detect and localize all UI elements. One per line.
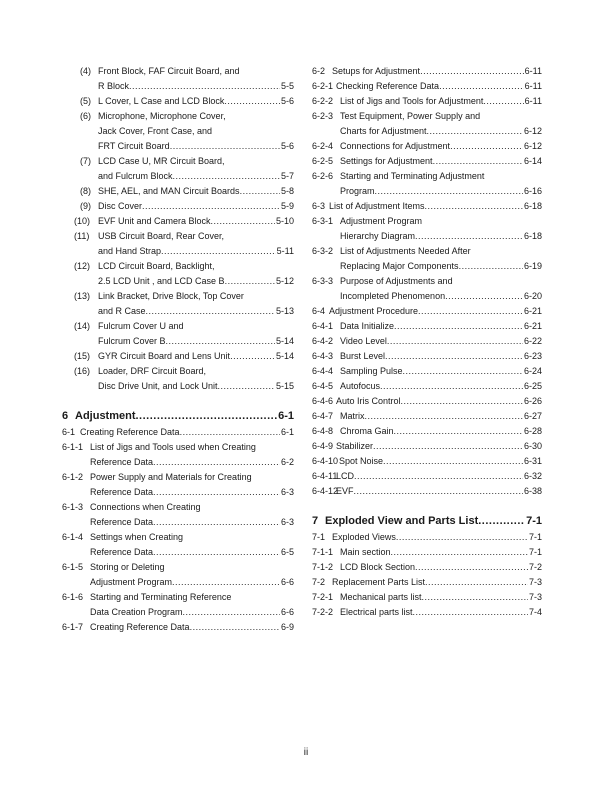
toc-page-number: 5-13 — [275, 306, 294, 316]
toc-entry[interactable] — [62, 94, 294, 109]
toc-entry[interactable] — [62, 259, 294, 289]
toc-section-heading[interactable] — [62, 408, 294, 425]
toc-page-number: 5-6 — [280, 141, 294, 151]
toc-page-number: 6-24 — [523, 366, 542, 376]
toc-title: Checking Reference Data — [336, 81, 440, 91]
toc-entry[interactable] — [62, 154, 294, 184]
toc-number: 6-4-6 — [312, 396, 334, 406]
toc-entry[interactable] — [312, 560, 542, 575]
toc-title: Setups for Adjustment — [332, 66, 421, 76]
toc-title: Spot Noise — [339, 456, 384, 466]
toc-number: 6-2-4 — [312, 141, 334, 151]
toc-title: Data Creation Program — [90, 607, 183, 617]
toc-page-number: 5-8 — [280, 186, 294, 196]
toc-entry[interactable] — [312, 79, 542, 94]
toc-title: Replacement Parts List — [332, 577, 426, 587]
toc-title: FRT Circuit Board — [98, 141, 170, 151]
toc-title: L Cover, L Case and LCD Block — [98, 96, 225, 106]
toc-number: 6-1-4 — [62, 532, 84, 542]
toc-number: (15) — [74, 351, 91, 361]
toc-number: 6-4-3 — [312, 351, 334, 361]
toc-page-number: 6-11 — [524, 81, 542, 91]
toc-number: 6-1-7 — [62, 622, 84, 632]
toc-number: 6-1 — [62, 427, 76, 437]
toc-page-number: 6-3 — [280, 487, 294, 497]
toc-leader-dots — [413, 605, 528, 620]
toc-number: 7-2-2 — [312, 607, 334, 617]
toc-number: 6-2-2 — [312, 96, 334, 106]
toc-title: 2.5 LCD Unit , and LCD Case B — [98, 276, 225, 286]
toc-page-number: 7-1 — [528, 547, 542, 557]
toc-leader-dots — [391, 545, 528, 560]
toc-page-number: 6-25 — [523, 381, 542, 391]
toc-number: 6-4-5 — [312, 381, 334, 391]
toc-page-number: 6-3 — [280, 517, 294, 527]
toc-number: 6-4-11 — [312, 471, 338, 481]
toc-entry[interactable] — [312, 394, 542, 409]
toc-number: 7-1-1 — [312, 547, 334, 557]
toc-number: (7) — [80, 156, 91, 166]
toc-entry[interactable] — [62, 440, 294, 470]
toc-entry[interactable] — [312, 379, 542, 394]
toc-section-heading[interactable] — [312, 513, 542, 530]
toc-page-number: 5-15 — [275, 381, 294, 391]
toc-page-number: 6-21 — [523, 321, 542, 331]
toc-title: Hierarchy Diagram — [340, 231, 416, 241]
toc-page-number: 6-12 — [523, 141, 542, 151]
toc-title: Sampling Pulse — [340, 366, 403, 376]
toc-leader-dots — [161, 244, 276, 259]
toc-title: and Fulcrum Block — [98, 171, 173, 181]
toc-number: 6-3 — [312, 201, 326, 211]
toc-title: Microphone, Microphone Cover, — [98, 111, 226, 121]
toc-page-number: 5-14 — [275, 351, 294, 361]
toc-page-number: 6-32 — [523, 471, 542, 481]
toc-title: Disc Drive Unit, and Lock Unit — [98, 381, 218, 391]
toc-number: 6-4-7 — [312, 411, 334, 421]
toc-entry[interactable] — [62, 425, 294, 440]
toc-entry[interactable] — [312, 154, 542, 169]
toc-title: Reference Data — [90, 487, 154, 497]
toc-page-number: 6-6 — [280, 607, 294, 617]
toc-number: 6-1-3 — [62, 502, 84, 512]
toc-leader-dots — [450, 139, 523, 154]
toc-title: SHE, AEL, and MAN Circuit Boards — [98, 186, 240, 196]
toc-entry[interactable] — [62, 364, 294, 394]
toc-title: Jack Cover, Front Case, and — [98, 126, 213, 136]
toc-leader-dots — [170, 139, 280, 154]
toc-entry[interactable] — [312, 439, 542, 454]
toc-page-number: 6-1 — [280, 427, 294, 437]
toc-leader-dots — [375, 184, 523, 199]
toc-title: Stabilizer — [336, 441, 374, 451]
toc-entry[interactable] — [312, 274, 542, 304]
toc-title: Burst Level — [340, 351, 386, 361]
toc-title: List of Jigs and Tools for Adjustment — [340, 96, 484, 106]
toc-title: Starting and Terminating Adjustment — [340, 171, 485, 181]
toc-entry[interactable] — [312, 199, 542, 214]
toc-leader-dots — [153, 515, 280, 530]
toc-right-column — [312, 64, 542, 620]
toc-entry[interactable] — [62, 620, 294, 635]
toc-page-number: 6-23 — [523, 351, 542, 361]
toc-title: Settings when Creating — [90, 532, 184, 542]
toc-leader-dots — [172, 575, 280, 590]
toc-page-number: 5-12 — [275, 276, 294, 286]
toc-number: 6-2-5 — [312, 156, 334, 166]
page-number: ii — [303, 747, 309, 758]
toc-page-number: 6-28 — [523, 426, 542, 436]
toc-title: Reference Data — [90, 517, 154, 527]
toc-page-number: 6-22 — [523, 336, 542, 346]
toc-entry[interactable] — [312, 244, 542, 274]
toc-title: Connections when Creating — [90, 502, 201, 512]
toc-number: 6-1-5 — [62, 562, 84, 572]
toc-title: Reference Data — [90, 457, 154, 467]
toc-leader-dots — [365, 409, 523, 424]
toc-entry[interactable] — [62, 229, 294, 259]
toc-leader-dots — [415, 560, 528, 575]
toc-title: Disc Cover — [98, 201, 143, 211]
toc-title: LCD — [336, 471, 355, 481]
toc-entry[interactable] — [62, 64, 294, 94]
toc-page-number: 6-31 — [523, 456, 542, 466]
toc-page-number: 5-10 — [275, 216, 294, 226]
toc-page-number: 6-11 — [524, 66, 542, 76]
toc-entry[interactable] — [312, 424, 542, 439]
toc-number: 6-4-9 — [312, 441, 334, 451]
toc-title: Adjustment Procedure — [329, 306, 419, 316]
toc-leader-dots — [190, 620, 280, 635]
toc-entry[interactable] — [62, 530, 294, 560]
toc-leader-dots — [218, 379, 275, 394]
toc-title: Fulcrum Cover B — [98, 336, 166, 346]
toc-page-number: 7-2 — [528, 562, 542, 572]
toc-page-number: 6-11 — [524, 96, 542, 106]
toc-page-number: 6-18 — [523, 201, 542, 211]
toc-entry[interactable] — [62, 590, 294, 620]
toc-title: Replacing Major Components — [340, 261, 459, 271]
toc-title: Loader, DRF Circuit Board, — [98, 366, 207, 376]
toc-leader-dots — [153, 545, 280, 560]
toc-entry[interactable] — [312, 304, 542, 319]
toc-number: 7-2-1 — [312, 592, 334, 602]
toc-page-number: 5-5 — [280, 81, 294, 91]
toc-leader-dots — [478, 513, 525, 530]
toc-left-column — [62, 64, 294, 635]
toc-page-number: 6-26 — [523, 396, 542, 406]
toc-entry[interactable] — [62, 109, 294, 154]
toc-page-number: 5-14 — [275, 336, 294, 346]
toc-number: 7-2 — [312, 577, 326, 587]
toc-leader-dots — [459, 259, 523, 274]
toc-number: 6-4-10 — [312, 456, 339, 466]
toc-page-number: 6-14 — [523, 156, 542, 166]
toc-title: Creating Reference Data — [80, 427, 180, 437]
toc-number: 6-2-3 — [312, 111, 334, 121]
toc-title: List of Adjustment Items — [329, 201, 425, 211]
toc-title: R Block — [98, 81, 130, 91]
toc-entry[interactable] — [62, 199, 294, 214]
toc-number: 6-2-1 — [312, 81, 334, 91]
toc-title: Test Equipment, Power Supply and — [340, 111, 481, 121]
toc-leader-dots — [383, 454, 523, 469]
toc-leader-dots — [403, 364, 523, 379]
toc-number: (8) — [80, 186, 91, 196]
toc-entry[interactable] — [62, 560, 294, 590]
toc-entry[interactable] — [312, 349, 542, 364]
toc-number: 7 — [312, 515, 319, 527]
toc-title: Adjustment — [75, 410, 136, 422]
toc-entry[interactable] — [312, 364, 542, 379]
toc-leader-dots — [445, 289, 523, 304]
toc-entry[interactable] — [312, 169, 542, 199]
toc-leader-dots — [420, 64, 524, 79]
toc-leader-dots — [180, 425, 280, 440]
toc-leader-dots — [240, 184, 280, 199]
toc-leader-dots — [354, 469, 523, 484]
toc-page-number: 6-9 — [280, 622, 294, 632]
toc-leader-dots — [211, 214, 275, 229]
toc-title: Incompleted Phenomenon — [340, 291, 446, 301]
toc-title: Auto Iris Control — [336, 396, 401, 406]
toc-entry[interactable] — [62, 319, 294, 349]
toc-title: Reference Data — [90, 547, 154, 557]
toc-page-number: 6-19 — [523, 261, 542, 271]
toc-entry[interactable] — [312, 214, 542, 244]
toc-number: (16) — [74, 366, 91, 376]
toc-page-number: 5-9 — [280, 201, 294, 211]
toc-leader-dots — [354, 484, 523, 499]
toc-entry[interactable] — [312, 319, 542, 334]
toc-leader-dots — [415, 229, 523, 244]
toc-title: Adjustment Program — [90, 577, 173, 587]
toc-page-number: 7-1 — [526, 515, 542, 527]
toc-entry[interactable] — [312, 64, 542, 79]
toc-title: Purpose of Adjustments and — [340, 276, 453, 286]
toc-title: GYR Circuit Board and Lens Unit — [98, 351, 231, 361]
toc-title: Data Initialize — [340, 321, 395, 331]
toc-title: EVF — [336, 486, 354, 496]
toc-entry[interactable] — [62, 349, 294, 364]
toc-leader-dots — [401, 394, 523, 409]
toc-page-number: 6-27 — [523, 411, 542, 421]
toc-number: (4) — [80, 66, 91, 76]
toc-title: Power Supply and Materials for Creating — [90, 472, 252, 482]
toc-title: Exploded View and Parts List — [325, 515, 479, 527]
toc-entry[interactable] — [312, 484, 542, 499]
toc-number: 6-4 — [312, 306, 326, 316]
toc-page-number: 7-1 — [528, 532, 542, 542]
toc-entry[interactable] — [62, 184, 294, 199]
toc-page-number: 6-30 — [523, 441, 542, 451]
toc-leader-dots — [230, 349, 275, 364]
toc-number: (12) — [74, 261, 91, 271]
toc-page-number: 6-2 — [280, 457, 294, 467]
toc-page-number: 6-16 — [523, 186, 542, 196]
toc-leader-dots — [439, 79, 524, 94]
toc-title: List of Adjustments Needed After — [340, 246, 471, 256]
toc-number: 7-1 — [312, 532, 326, 542]
toc-title: Connections for Adjustment — [340, 141, 451, 151]
toc-title: Creating Reference Data — [90, 622, 190, 632]
toc-leader-dots — [418, 304, 523, 319]
toc-leader-dots — [153, 455, 280, 470]
toc-title: Chroma Gain — [340, 426, 394, 436]
toc-title: LCD Block Section — [340, 562, 416, 572]
toc-leader-dots — [385, 349, 523, 364]
toc-number: 6-1-1 — [62, 442, 84, 452]
toc-title: Exploded Views — [332, 532, 396, 542]
toc-number: 6-4-12 — [312, 486, 339, 496]
toc-title: Adjustment Program — [340, 216, 423, 226]
toc-leader-dots — [425, 575, 528, 590]
toc-leader-dots — [394, 424, 523, 439]
toc-title: USB Circuit Board, Rear Cover, — [98, 231, 225, 241]
toc-leader-dots — [224, 94, 280, 109]
toc-leader-dots — [166, 334, 275, 349]
toc-leader-dots — [433, 154, 523, 169]
toc-leader-dots — [153, 485, 280, 500]
toc-leader-dots — [173, 169, 280, 184]
toc-page-number: 7-3 — [528, 577, 542, 587]
toc-page-number: 6-5 — [280, 547, 294, 557]
toc-title: Starting and Terminating Reference — [90, 592, 232, 602]
toc-entry[interactable] — [312, 469, 542, 484]
toc-entry[interactable] — [62, 289, 294, 319]
toc-entry[interactable] — [312, 530, 542, 545]
toc-leader-dots — [483, 94, 523, 109]
toc-page-number: 6-1 — [278, 410, 294, 422]
toc-entry[interactable] — [312, 334, 542, 349]
toc-leader-dots — [427, 124, 523, 139]
toc-title: and Hand Strap — [98, 246, 162, 256]
toc-title: Settings for Adjustment — [340, 156, 433, 166]
toc-page-number: 7-4 — [528, 607, 542, 617]
toc-title: Electrical parts list — [340, 607, 413, 617]
toc-number: 6-1-6 — [62, 592, 84, 602]
toc-title: Link Bracket, Drive Block, Top Cover — [98, 291, 244, 301]
toc-title: Storing or Deleting — [90, 562, 165, 572]
toc-number: 7-1-2 — [312, 562, 334, 572]
toc-title: Front Block, FAF Circuit Board, and — [98, 66, 240, 76]
toc-page-number: 6-6 — [280, 577, 294, 587]
toc-title: Main section — [340, 547, 391, 557]
toc-entry[interactable] — [312, 409, 542, 424]
toc-number: 6-4-2 — [312, 336, 334, 346]
toc-title: Fulcrum Cover U and — [98, 321, 184, 331]
toc-leader-dots — [136, 408, 278, 425]
toc-number: (14) — [74, 321, 91, 331]
toc-page-number: 5-11 — [276, 246, 294, 256]
toc-number: (13) — [74, 291, 91, 301]
toc-title: LCD Circuit Board, Backlight, — [98, 261, 215, 271]
toc-leader-dots — [225, 274, 275, 289]
toc-page-number: 6-21 — [523, 306, 542, 316]
toc-entry[interactable] — [312, 454, 542, 469]
toc-leader-dots — [129, 79, 280, 94]
toc-entry[interactable] — [312, 605, 542, 620]
toc-number: 6-3-3 — [312, 276, 334, 286]
toc-number: 6-3-1 — [312, 216, 334, 226]
toc-entry[interactable] — [312, 575, 542, 590]
toc-title: Matrix — [340, 411, 365, 421]
toc-title: List of Jigs and Tools used when Creating — [90, 442, 256, 452]
toc-entry[interactable] — [62, 500, 294, 530]
toc-title: Program — [340, 186, 375, 196]
toc-number: (11) — [74, 231, 90, 241]
toc-page-number: 6-20 — [523, 291, 542, 301]
toc-number: 6-3-2 — [312, 246, 334, 256]
toc-title: Video Level — [340, 336, 387, 346]
toc-leader-dots — [146, 304, 275, 319]
toc-leader-dots — [425, 199, 523, 214]
toc-page-number: 6-12 — [523, 126, 542, 136]
toc-entry[interactable] — [312, 109, 542, 139]
toc-number: 6-2-6 — [312, 171, 334, 181]
toc-leader-dots — [387, 334, 523, 349]
toc-number: 6 — [62, 410, 69, 422]
toc-page-number: 7-3 — [528, 592, 542, 602]
toc-title: EVF Unit and Camera Block — [98, 216, 211, 226]
toc-number: (5) — [80, 96, 91, 106]
toc-title: and R Case — [98, 306, 146, 316]
toc-title: Charts for Adjustment — [340, 126, 427, 136]
toc-entry[interactable] — [312, 590, 542, 605]
toc-leader-dots — [380, 379, 523, 394]
toc-title: Autofocus — [340, 381, 381, 391]
toc-number: (6) — [80, 111, 91, 121]
toc-leader-dots — [396, 530, 528, 545]
toc-number: 6-4-4 — [312, 366, 334, 376]
toc-entry[interactable] — [312, 545, 542, 560]
toc-number: 6-1-2 — [62, 472, 84, 482]
toc-entry[interactable] — [312, 139, 542, 154]
toc-page-number: 6-18 — [523, 231, 542, 241]
toc-leader-dots — [183, 605, 280, 620]
toc-number: (9) — [80, 201, 91, 211]
toc-number: (10) — [74, 216, 91, 226]
toc-leader-dots — [422, 590, 528, 605]
toc-number: 6-4-1 — [312, 321, 334, 331]
toc-leader-dots — [142, 199, 280, 214]
toc-entry[interactable] — [62, 214, 294, 229]
toc-entry[interactable] — [62, 470, 294, 500]
toc-title: LCD Case U, MR Circuit Board, — [98, 156, 225, 166]
toc-page-number: 5-6 — [280, 96, 294, 106]
toc-page-number: 5-7 — [280, 171, 294, 181]
toc-leader-dots — [373, 439, 523, 454]
toc-page-number: 6-38 — [523, 486, 542, 496]
toc-leader-dots — [394, 319, 523, 334]
toc-number: 6-2 — [312, 66, 326, 76]
toc-entry[interactable] — [312, 94, 542, 109]
toc-number: 6-4-8 — [312, 426, 334, 436]
toc-title: Mechanical parts list — [340, 592, 422, 602]
